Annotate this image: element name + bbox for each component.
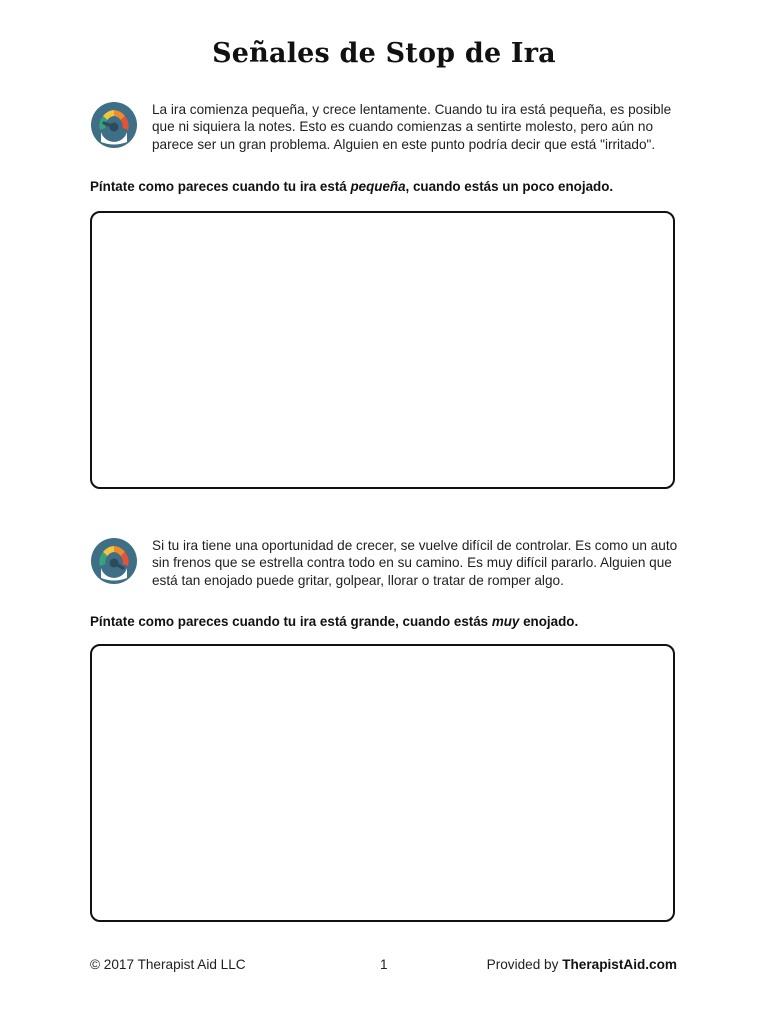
drawing-prompt: Píntate como pareces cuando tu ira está grande, cuando estás muy enojado. (90, 614, 579, 629)
page-title: Señales de Stop de Ira (212, 38, 556, 69)
intro-text: Si tu ira tiene una oportunidad de crecer, se vuelve difícil de controlar. Es como un auto sin frenos que se estrella contra todo en su camino. Es muy difícil pararlo. Alguien que está tan enojado puede gritar, golpear, llorar o tratar de romper algo. (152, 538, 678, 588)
footer-page-number: 1 (380, 957, 388, 972)
footer-copyright: © 2017 Therapist Aid LLC (90, 957, 246, 972)
drawing-area[interactable] (90, 644, 675, 922)
anger-gauge-low-icon (90, 101, 138, 149)
intro-text: La ira comienza pequeña, y crece lentamente. Cuando tu ira está pequeña, es posible que ni siquiera la notes. Esto es cuando comienzas a sentirte molesto, pero aún no parece ser un gran problema. Alguien en este punto podría decir que está "irritado". (152, 102, 672, 152)
prompt-emphasis: pequeña (350, 179, 406, 194)
anger-gauge-high-icon (90, 537, 138, 585)
brand-link[interactable]: TherapistAid.com (562, 957, 677, 972)
drawing-prompt: Píntate como pareces cuando tu ira está pequeña, cuando estás un poco enojado. (90, 179, 614, 194)
footer-provided-by: Provided by TherapistAid.com (486, 957, 677, 972)
prompt-emphasis: muy (491, 614, 520, 629)
drawing-area[interactable] (90, 211, 675, 489)
